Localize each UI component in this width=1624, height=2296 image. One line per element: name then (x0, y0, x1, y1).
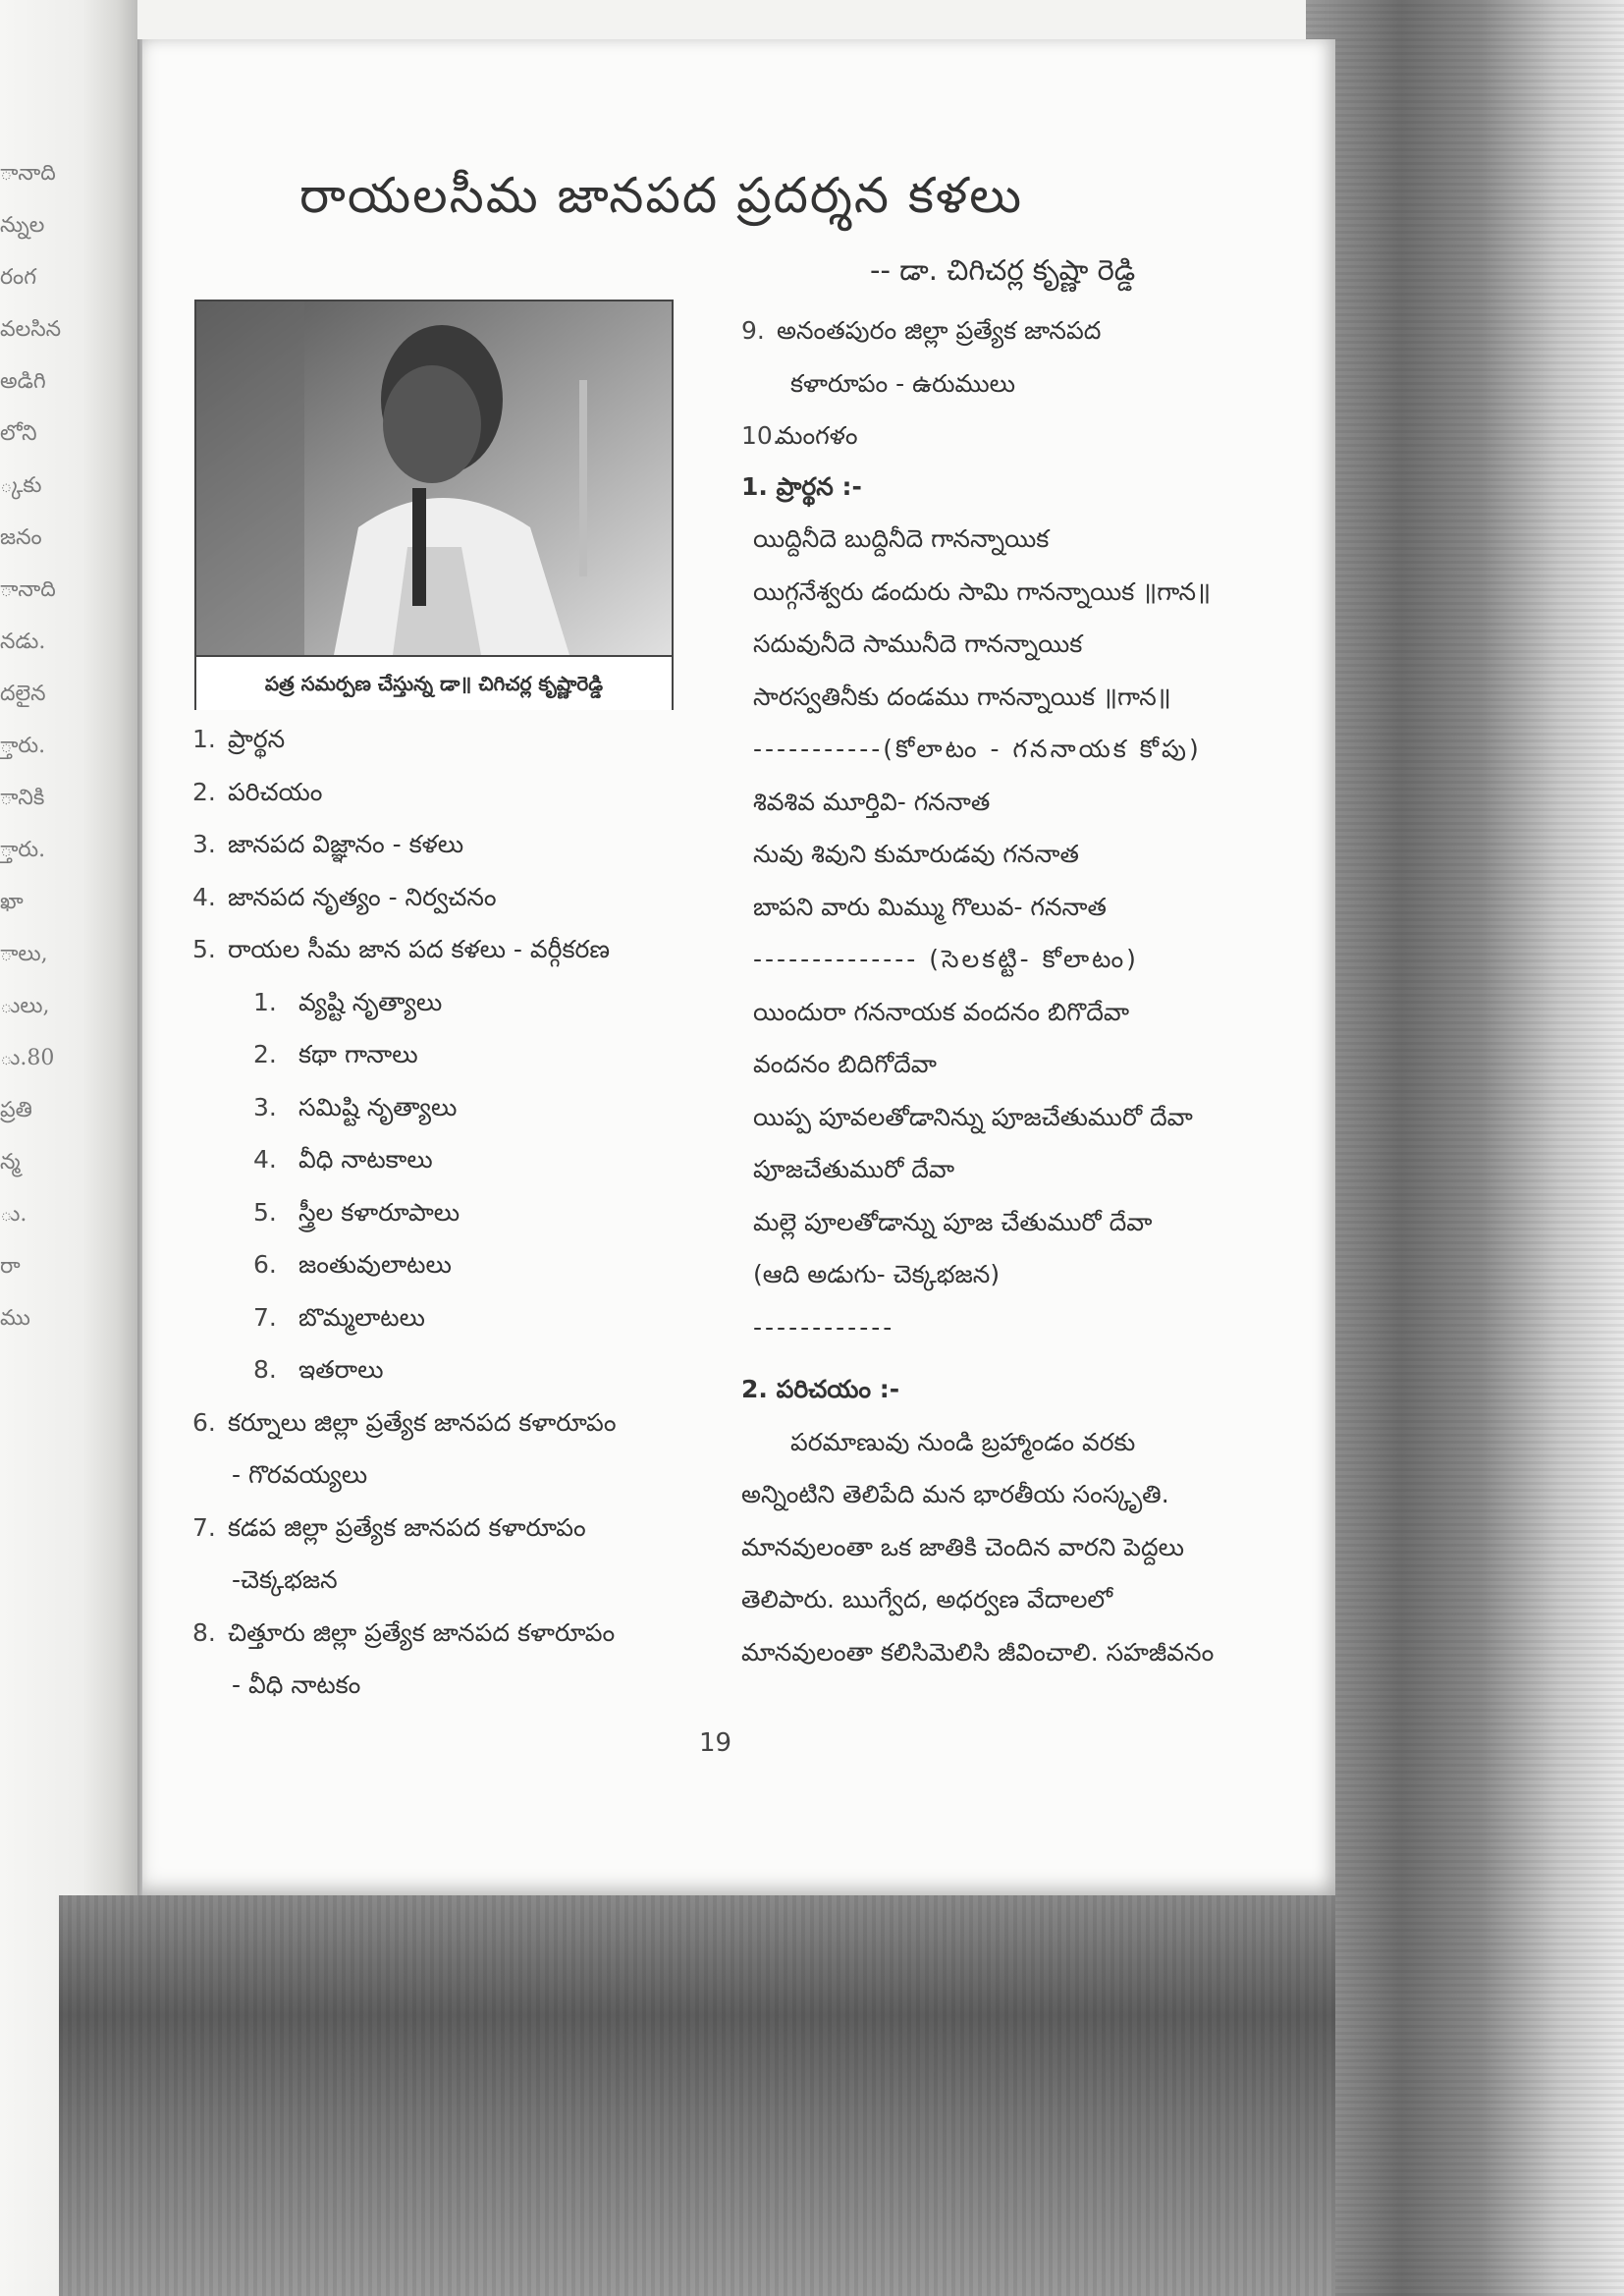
item-text: మంగళం (777, 421, 858, 450)
item-text: వీధి నాటకాలు (298, 1145, 433, 1174)
fragment-line: న్మ (0, 1150, 21, 1175)
item-number: 7. (192, 1512, 216, 1542)
item-text: అనంతపురం జిల్లా ప్రత్యేక జానపద (777, 316, 1102, 345)
item-number: 7. (253, 1302, 277, 1332)
prayer-line: -----------(కోలాటం - గననాయక కోపు) (753, 735, 1202, 763)
fragment-line: దలైన (0, 682, 46, 706)
scan-bottom-shadow (59, 1895, 1335, 2296)
author-photo (194, 300, 674, 710)
section-heading-prayer: 1. ప్రార్థన :- (741, 471, 862, 501)
item-text: జానపద నృత్యం - నిర్వచనం (228, 882, 497, 911)
prayer-line: సదువునీదె సామునీదె గానన్నాయిక (753, 629, 1083, 658)
item-number: 4. (192, 882, 216, 911)
item-text: స్త్రీల కళారూపాలు (298, 1197, 460, 1227)
item-text: ఇతరాలు (298, 1355, 384, 1384)
item-number: 3. (192, 830, 216, 858)
item-number: 8. (192, 1617, 216, 1647)
photo-caption: పత్ర సమర్పణ చేస్తున్న డా॥ చిగిచర్ల కృష్ణారెడ్డి (196, 655, 672, 710)
toc-item (192, 778, 322, 813)
intro-line: అన్నింటిని తెలిపేది మన భారతీయ సంస్కృతి. (741, 1480, 1169, 1508)
intro-line: తెలిపారు. ఋగ్వేద, అధర్వణ వేదాలలో (741, 1585, 1113, 1613)
fragment-line: ాలు, (0, 942, 48, 966)
prayer-line: యిప్ప పూవలతోడానిన్ను పూజచేతుమురో దేవా (753, 1102, 1193, 1131)
item-text: బొమ్మలాటలు (298, 1302, 425, 1332)
prayer-line: ------------ (753, 1312, 895, 1341)
fragment-line: రంగ (0, 265, 37, 290)
item-text: కడప జిల్లా ప్రత్యేక జానపద కళారూపం (228, 1512, 586, 1542)
intro-line: పరమాణువు నుండి బ్రహ్మాండం వరకు (790, 1427, 1136, 1456)
scan-right-shadow (1306, 0, 1624, 2296)
item-text: జానపద విజ్ఞానం - కళలు (228, 830, 464, 858)
prayer-line: పూజచేతుమురో దేవా (753, 1155, 955, 1183)
prayer-line: మల్లె పూలతోడాన్ను పూజ చేతుమురో దేవా (753, 1207, 1153, 1236)
toc-subitem (253, 1303, 425, 1339)
toc-item (741, 421, 858, 457)
page-number: 19 (699, 1728, 732, 1758)
fragment-line: ానాది (0, 161, 56, 186)
fragment-line: ్కకు (0, 473, 42, 498)
fragment-line: వలసిన (0, 317, 62, 342)
toc-item (192, 883, 497, 918)
fragment-line: రా (0, 1254, 21, 1279)
fragment-line: లోని (0, 421, 37, 446)
fragment-line: ప్రతి (0, 1098, 32, 1122)
toc-item-continuation: - వీధి నాటకం (232, 1670, 361, 1699)
item-text: పరిచయం (228, 777, 323, 806)
fragment-line: ానికి (0, 786, 45, 810)
portrait-image (196, 301, 672, 655)
item-number: 4. (253, 1145, 277, 1174)
item-number: 3. (253, 1092, 277, 1121)
fragment-line: ు.80 (0, 1046, 55, 1070)
fragment-line: ులు, (0, 994, 50, 1018)
item-number: 5. (192, 935, 216, 963)
toc-item (192, 1513, 586, 1549)
prayer-line: సారస్వతినీకు దండము గానన్నాయిక ॥గాన॥ (753, 682, 1171, 711)
item-number: 1. (192, 725, 216, 753)
intro-line: మానవులంతా కలిసిమెలిసి జీవించాలి. సహజీవనం (741, 1637, 1215, 1667)
previous-page-fragment (0, 147, 98, 1344)
item-number: 6. (192, 1407, 216, 1437)
item-number: 2. (253, 1040, 277, 1068)
prayer-line: -------------- (సెలకట్టి- కోలాటం) (753, 945, 1139, 973)
item-text: రాయల సీమ జాన పద కళలు - వర్గీకరణ (228, 935, 611, 963)
item-number: 9. (741, 316, 765, 345)
toc-item (741, 316, 1101, 352)
prayer-line: నువు శివుని కుమారుడవు గననాత (753, 840, 1079, 868)
toc-item-continuation: కళారూపం - ఉరుములు (790, 368, 1016, 398)
fragment-line: ానాది (0, 577, 56, 602)
toc-item (192, 1408, 617, 1444)
prayer-line: శివశివ మూర్తివి- గననాత (753, 787, 991, 816)
item-number: 2. (192, 777, 216, 806)
toc-item (192, 1618, 615, 1654)
toc-subitem (253, 1040, 418, 1075)
toc-item (192, 725, 285, 760)
intro-line: మానవులంతా ఒక జాతికి చెందిన వారని పెద్దలు (741, 1532, 1184, 1561)
prayer-line: యిందురా గననాయక వందనం బిగొదేవా (753, 997, 1130, 1026)
toc-subitem (253, 1093, 457, 1128)
toc-subitem (253, 1250, 452, 1285)
prayer-line: (ఆది అడుగు- చెక్కభజన) (753, 1260, 1001, 1288)
item-text: వ్యష్టి నృత్యాలు (298, 987, 443, 1016)
item-number: 8. (253, 1355, 277, 1384)
fragment-line: అడిగి (0, 369, 46, 394)
toc-subitem (253, 1355, 383, 1391)
item-text: ప్రార్థన (228, 725, 286, 753)
fragment-line: నడు. (0, 629, 46, 654)
fragment-line: ు. (0, 1202, 27, 1227)
prayer-line: యిగ్గనేశ్వరు డందురు సామి గానన్నాయిక ॥గాన॥ (753, 576, 1212, 606)
toc-subitem (253, 1145, 433, 1180)
fragment-line: న్నుల (0, 213, 45, 238)
item-number: 10. (741, 421, 781, 450)
item-text: చిత్తూరు జిల్లా ప్రత్యేక జానపద కళారూపం (228, 1617, 616, 1647)
prayer-line: బాపని వారు మిమ్ము గొలువ- గననాత (753, 892, 1107, 921)
fragment-line: ము (0, 1306, 30, 1331)
article-title: రాయలసీమ జానపద ప్రదర్శన కళలు (299, 167, 1024, 224)
item-text: సమిష్టి నృత్యాలు (298, 1092, 458, 1121)
item-text: కర్నూలు జిల్లా ప్రత్యేక జానపద కళారూపం (228, 1407, 617, 1437)
toc-subitem (253, 1198, 460, 1233)
author-line: -- డా. చిగిచర్ల కృష్ణా రెడ్డి (870, 253, 1136, 287)
prayer-line: యిద్దినీదె బుద్దినీదె గానన్నాయిక (753, 524, 1050, 553)
item-number: 1. (253, 987, 277, 1016)
fragment-line: జనం (0, 525, 42, 550)
section-heading-intro: 2. పరిచయం :- (741, 1375, 900, 1403)
item-number: 6. (253, 1250, 277, 1279)
toc-item-continuation: -చెక్కభజన (232, 1565, 338, 1594)
item-text: జంతువులాటలు (298, 1250, 452, 1279)
item-number: 5. (253, 1197, 277, 1227)
fragment-line: ఖా (0, 890, 24, 914)
toc-item (192, 830, 463, 865)
toc-item-continuation: - గొరవయ్యలు (232, 1460, 368, 1489)
toc-item (192, 935, 610, 970)
prayer-line: వందనం బిదిగోదేవా (753, 1050, 937, 1078)
item-text: కథా గానాలు (298, 1040, 418, 1068)
fragment-line: ్తారు. (0, 838, 46, 862)
fragment-line: ్తారు. (0, 734, 46, 758)
toc-subitem (253, 988, 442, 1023)
